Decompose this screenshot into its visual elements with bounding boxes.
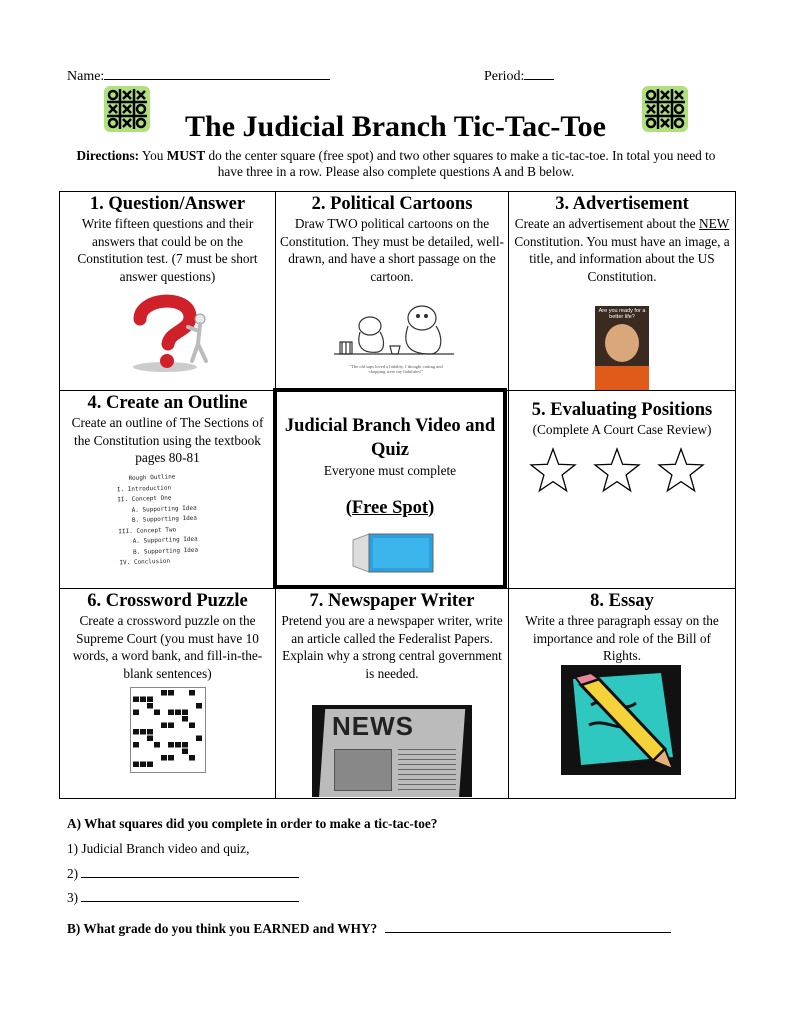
outline-line: IV. Conclusion [119, 557, 171, 567]
square-text: Create a crossword puzzle on the Supreme Court (you must have 10 words, a word bank, and fill-in-the-blank sentences) [72, 613, 263, 681]
crossword-black-square [189, 755, 195, 761]
crossword-black-square [154, 742, 160, 748]
crossword-black-square [161, 723, 167, 729]
newspaper-photo [334, 749, 392, 791]
crossword-black-square [147, 729, 153, 735]
crossword-black-square [133, 762, 139, 768]
square-title: 7. Newspaper Writer [309, 591, 475, 611]
crossword-black-square [147, 736, 153, 742]
outline-line: A. Supporting Idea [132, 535, 198, 545]
crossword-black-square [196, 736, 202, 742]
period-label: Period: [484, 69, 525, 84]
question-b: B) What grade do you think you EARNED and WHY? [67, 921, 378, 936]
square-text: (Complete A Court Case Review) [532, 422, 712, 437]
crossword-black-square [161, 690, 167, 696]
crossword-icon [130, 687, 206, 773]
question-a: A) What squares did you complete in order to make a tic-tac-toe? [67, 816, 438, 831]
crossword-black-square [140, 729, 146, 735]
period-line[interactable] [524, 67, 554, 80]
answer-a2-label: 2) [67, 866, 79, 881]
square-essay[interactable] [509, 589, 735, 798]
ad-text-new: NEW [698, 216, 730, 231]
crossword-black-square [175, 710, 181, 716]
cartoon-illustration [330, 286, 458, 362]
square-question-answer[interactable] [60, 192, 275, 390]
tv-screen-icon [351, 532, 435, 576]
center-text: Everyone must complete [323, 463, 457, 478]
crossword-black-square [182, 749, 188, 755]
square-text: Draw TWO political cartoons on the Constitution. They must be detailed, well-drawn, and have a short passage on the cartoon. [280, 216, 504, 284]
outline-line: B. Supporting Idea [132, 546, 199, 556]
crossword-black-square [182, 742, 188, 748]
directions-text-1: You [139, 148, 167, 163]
square-center-free-spot[interactable] [273, 388, 507, 589]
newspaper-text-lines [398, 749, 456, 793]
crossword-black-square [182, 710, 188, 716]
crossword-black-square [133, 697, 139, 703]
newspaper-image [312, 705, 472, 797]
star-icons [529, 447, 709, 495]
crossword-black-square [133, 742, 139, 748]
square-political-cartoons[interactable] [276, 192, 508, 390]
name-field[interactable] [67, 67, 330, 85]
pencil-writing-icon [561, 665, 681, 775]
outline-sketch [116, 472, 198, 569]
crossword-black-square [168, 755, 174, 761]
ad-text-pre: Create an advertisement about the [514, 216, 699, 231]
answer-a2-line[interactable] [81, 866, 299, 878]
center-title: Judicial Branch Video and Quiz [284, 416, 496, 460]
ad-face [605, 324, 639, 362]
square-title: 5. Evaluating Positions [531, 400, 713, 420]
crossword-black-square [154, 710, 160, 716]
free-spot-label: (Free Spot) [345, 497, 435, 518]
crossword-black-square [189, 723, 195, 729]
crossword-black-square [168, 723, 174, 729]
name-line[interactable] [104, 67, 330, 80]
crossword-black-square [182, 716, 188, 722]
outline-line: Rough Outline [128, 473, 176, 482]
period-field[interactable] [484, 67, 554, 85]
square-title: 2. Political Cartoons [311, 194, 473, 214]
directions-must: MUST [166, 148, 206, 163]
cartoon-caption: "The old saps loved a liability. I thought cutting and chopping were my liabilities!" [349, 364, 443, 374]
square-crossword-puzzle[interactable] [60, 589, 275, 798]
outline-line: I. Introduction [116, 484, 172, 493]
square-title: 4. Create an Outline [87, 393, 248, 413]
answer-a2-row[interactable] [67, 866, 299, 882]
crossword-black-square [147, 762, 153, 768]
question-mark-icon [120, 289, 220, 374]
ad-caption: Are you ready for a better life? [598, 308, 646, 320]
crossword-black-square [140, 697, 146, 703]
crossword-black-square [175, 742, 181, 748]
crossword-black-square [133, 710, 139, 716]
square-newspaper-writer[interactable] [276, 589, 508, 798]
answer-a3-row[interactable] [67, 890, 299, 906]
outline-line: B. Supporting Idea [131, 514, 198, 524]
square-create-outline[interactable] [60, 391, 275, 588]
crossword-black-square [168, 690, 174, 696]
question-b-row[interactable] [67, 921, 671, 937]
square-evaluating-positions[interactable] [509, 391, 735, 588]
answer-a3-line[interactable] [81, 890, 299, 902]
crossword-black-square [189, 690, 195, 696]
square-text: Write fifteen questions and their answers that could be on the Constitution test. (7 must be short answer questions) [77, 216, 258, 284]
square-text [509, 215, 735, 285]
square-title: 3. Advertisement [555, 194, 689, 214]
crossword-black-square [196, 703, 202, 709]
outline-line: A. Supporting Idea [131, 504, 197, 514]
ad-banner [595, 366, 649, 390]
outline-line: II. Concept One [117, 494, 172, 504]
crossword-black-square [147, 703, 153, 709]
crossword-black-square [133, 729, 139, 735]
square-text: Write a three paragraph essay on the importance and role of the Bill of Rights. [525, 613, 719, 663]
square-title: 8. Essay [590, 591, 654, 611]
directions-text-2: do the center square (free spot) and two other squares to make a tic-tac-toe. In total you need to have three in a row. Please also complete questions A and B below. [205, 148, 716, 179]
news-heading: NEWS [332, 711, 414, 741]
answer-b-line[interactable] [385, 921, 671, 933]
outline-line: III. Concept Two [118, 525, 177, 535]
directions-label: Directions: [76, 148, 140, 163]
crossword-black-square [161, 755, 167, 761]
crossword-black-square [140, 762, 146, 768]
crossword-black-square [168, 742, 174, 748]
crossword-black-square [147, 697, 153, 703]
advertisement-image [595, 306, 649, 390]
name-label: Name: [67, 69, 105, 84]
square-title: 1. Question/Answer [89, 194, 246, 214]
square-advertisement[interactable] [509, 192, 735, 390]
square-text: Create an outline of The Sections of the Constitution using the textbook pages 80-81 [71, 415, 264, 465]
ad-text-post: Constitution. You must have an image, a title, and information about the US Constitution. [514, 233, 730, 284]
answer-a1: 1) Judicial Branch video and quiz, [67, 841, 250, 856]
directions [72, 148, 720, 180]
square-text: Pretend you are a newspaper writer, write an article called the Federalist Papers. Explain why a strong central government is needed. [281, 613, 503, 681]
square-title: 6. Crossword Puzzle [87, 591, 248, 611]
crossword-black-square [168, 710, 174, 716]
page-title: The Judicial Branch Tic-Tac-Toe [185, 110, 606, 143]
answer-a3-label: 3) [67, 890, 79, 905]
